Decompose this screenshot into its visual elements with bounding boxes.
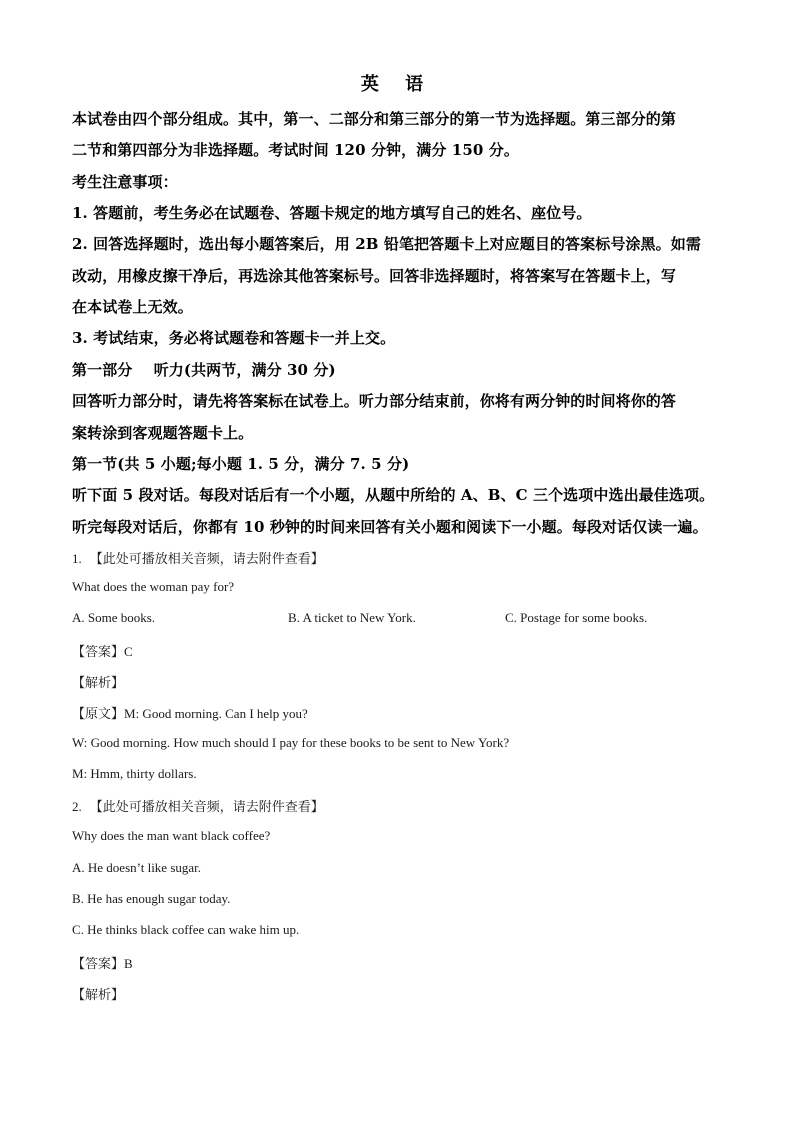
answer-label: 【答案】 <box>72 957 125 972</box>
part1-instruction-line-1: 回答听力部分时，请先将答案标在试卷上。听力部分结束前，你将有两分钟的时间将你的答 <box>72 392 677 410</box>
question-1-text: What does the woman pay for? <box>72 579 235 594</box>
transcript-text: M: Good morning. Can I help you? <box>124 706 308 721</box>
rule-2-line-2: 改动，用橡皮擦干净后，再选涂其他答案标号。回答非选择题时，将答案写在答题卡上，写 <box>72 267 677 285</box>
section1-instruction-line-1: 听下面 5 段对话。每段对话后有一个小题，从题中所给的 A、B、C 三个选项中选出最佳选项。 <box>72 486 715 504</box>
transcript-label: 【原文】 <box>72 707 125 722</box>
section1-instruction-line-2: 听完每段对话后，你都有 10 秒钟的时间来回答有关小题和阅读下一小题。每段对话仅读一遍。 <box>72 518 708 536</box>
rule-2-line-1: 2. 回答选择题时，选出每小题答案后，用 2B 铅笔把答题卡上对应题目的答案标号涂黑。如需 <box>72 235 701 253</box>
question-2-number: 2. <box>72 799 82 814</box>
question-1-option-a: A. Some books. <box>72 610 156 625</box>
part1-instruction-line-2: 案转涂到客观题答题卡上。 <box>72 424 254 442</box>
question-1-answer <box>72 641 133 661</box>
intro-line-1: 本试卷由四个部分组成。其中，第一、二部分和第三部分的第一节为选择题。第三部分的第 <box>72 110 677 128</box>
question-2-header <box>72 796 324 816</box>
rule-1: 1. 答题前，考生务必在试题卷、答题卡规定的地方填写自己的姓名、座位号。 <box>72 204 592 222</box>
answer-value: C <box>124 644 133 659</box>
rule-3: 3. 考试结束，务必将试题卷和答题卡一并上交。 <box>72 329 396 347</box>
question-1-option-b: B. A ticket to New York. <box>288 610 416 625</box>
part1-heading: 第一部分 听力(共两节，满分 30 分) <box>72 361 336 379</box>
page-title: 英 语 <box>360 74 434 95</box>
question-2-analysis-label: 【解析】 <box>72 988 125 1003</box>
question-2-text: Why does the man want black coffee? <box>72 828 271 843</box>
section1-heading: 第一节(共 5 小题;每小题 1. 5 分，满分 7. 5 分) <box>72 455 410 473</box>
rule-2-line-3: 在本试卷上无效。 <box>72 298 193 316</box>
question-1-option-c: C. Postage for some books. <box>505 610 648 625</box>
question-1-transcript-line-3: M: Hmm, thirty dollars. <box>72 766 197 781</box>
question-1-number: 1. <box>72 551 82 566</box>
question-1-analysis-label: 【解析】 <box>72 676 125 691</box>
question-2-answer <box>72 953 133 973</box>
question-2-option-a: A. He doesn’t like sugar. <box>72 860 202 875</box>
notice-heading: 考生注意事项： <box>72 173 178 191</box>
intro-line-2: 二节和第四部分为非选择题。考试时间 120 分钟，满分 150 分。 <box>72 141 519 159</box>
answer-label: 【答案】 <box>72 645 125 660</box>
question-1-transcript-line-2: W: Good morning. How much should I pay for these books to be sent to New York? <box>72 735 510 750</box>
question-2-option-b: B. He has enough sugar today. <box>72 891 231 906</box>
question-2-option-c: C. He thinks black coffee can wake him up. <box>72 922 300 937</box>
question-2-audio-note[interactable]: 【此处可播放相关音频，请去附件查看】 <box>89 800 324 815</box>
answer-value: B <box>124 956 133 971</box>
question-1-header <box>72 548 324 568</box>
question-1-audio-note[interactable]: 【此处可播放相关音频，请去附件查看】 <box>89 552 324 567</box>
question-1-transcript-line-1 <box>72 703 308 723</box>
